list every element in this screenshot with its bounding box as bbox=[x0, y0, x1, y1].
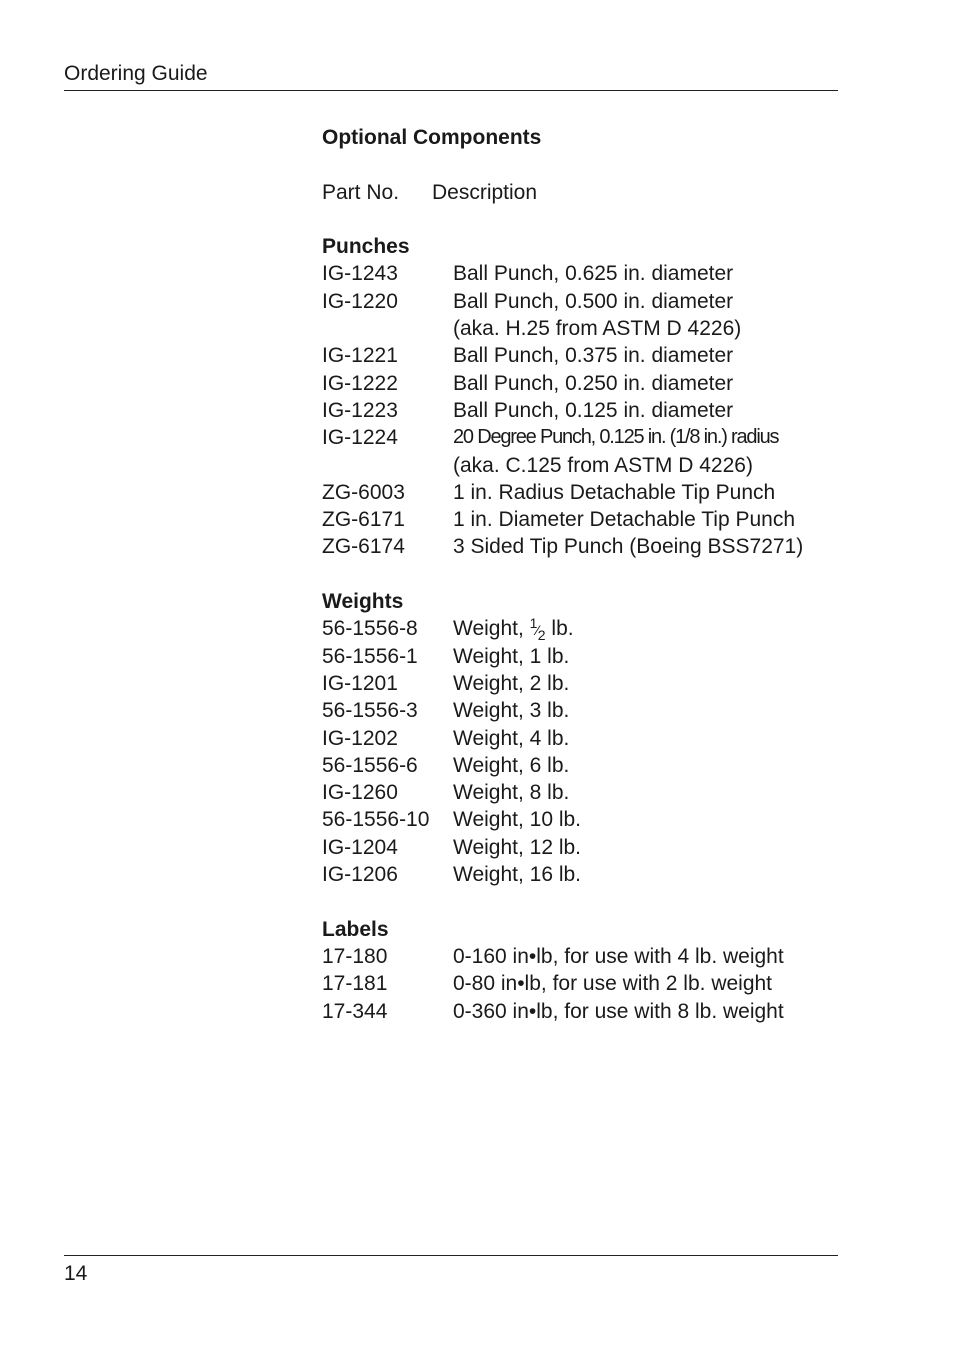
page-number: 14 bbox=[64, 1262, 88, 1285]
part-number: IG-1221 bbox=[322, 344, 398, 368]
column-header-part: Part No. bbox=[322, 180, 400, 204]
punches-heading: Punches bbox=[322, 235, 410, 259]
fraction-slash: ⁄ bbox=[536, 622, 539, 639]
weights-list bbox=[322, 615, 842, 888]
part-description: Ball Punch, 0.500 in. diameter bbox=[453, 289, 734, 313]
part-number: 17-344 bbox=[322, 999, 388, 1023]
list-item bbox=[322, 424, 842, 451]
list-item bbox=[322, 861, 842, 888]
part-number bbox=[322, 315, 453, 342]
part-description: Weight, 1 lb. bbox=[453, 644, 570, 668]
list-item bbox=[322, 260, 842, 287]
part-number: ZG-6174 bbox=[322, 535, 405, 559]
part-number: IG-1202 bbox=[322, 726, 398, 750]
part-number: 56-1556-6 bbox=[322, 753, 418, 777]
list-item bbox=[322, 779, 842, 806]
fraction-numerator: 1 bbox=[529, 615, 538, 632]
part-description: 0-360 in•lb, for use with 8 lb. weight bbox=[453, 999, 784, 1023]
spacer bbox=[322, 151, 842, 178]
part-description: 0-160 in•lb, for use with 4 lb. weight bbox=[453, 944, 784, 968]
part-number: 56-1556-8 bbox=[322, 617, 418, 641]
list-item bbox=[322, 452, 842, 479]
part-number bbox=[322, 452, 453, 479]
part-number: IG-1201 bbox=[322, 671, 398, 695]
list-item bbox=[322, 533, 842, 560]
part-number: IG-1260 bbox=[322, 781, 398, 805]
part-number: 56-1556-10 bbox=[322, 808, 430, 832]
list-item bbox=[322, 697, 842, 724]
part-description: 1 in. Radius Detachable Tip Punch bbox=[453, 480, 776, 504]
part-number: 17-181 bbox=[322, 972, 388, 996]
part-description: (aka. C.125 from ASTM D 4226) bbox=[453, 453, 753, 477]
spacer bbox=[322, 206, 842, 233]
list-item bbox=[322, 315, 842, 342]
part-description: 3 Sided Tip Punch (Boeing BSS7271) bbox=[453, 535, 804, 559]
part-description: 0-80 in•lb, for use with 2 lb. weight bbox=[453, 972, 773, 996]
part-description: Weight, 8 lb. bbox=[453, 781, 570, 805]
part-number: IG-1204 bbox=[322, 835, 398, 859]
part-description: (aka. H.25 from ASTM D 4226) bbox=[453, 317, 742, 341]
fraction-denominator: 2 bbox=[537, 627, 546, 644]
part-number: 17-180 bbox=[322, 944, 388, 968]
weights-heading: Weights bbox=[322, 590, 404, 614]
desc-suffix: lb. bbox=[545, 617, 574, 641]
part-description: Weight, 4 lb. bbox=[453, 726, 570, 750]
list-item bbox=[322, 752, 842, 779]
running-header: Ordering Guide bbox=[64, 62, 208, 85]
part-description: Weight, 16 lb. bbox=[453, 863, 582, 887]
part-number: 56-1556-3 bbox=[322, 699, 418, 723]
list-item bbox=[322, 970, 842, 997]
punches-list bbox=[322, 260, 842, 560]
list-item bbox=[322, 370, 842, 397]
part-number: IG-1223 bbox=[322, 398, 398, 422]
part-description: Weight, 6 lb. bbox=[453, 753, 570, 777]
list-item bbox=[322, 342, 842, 369]
list-item bbox=[322, 998, 842, 1025]
part-description: 20 Degree Punch, 0.125 in. (1/8 in.) radius bbox=[453, 426, 779, 449]
part-description: Ball Punch, 0.125 in. diameter bbox=[453, 398, 734, 422]
part-number: ZG-6003 bbox=[322, 480, 405, 504]
list-item bbox=[322, 506, 842, 533]
list-item bbox=[322, 615, 842, 642]
part-number: IG-1206 bbox=[322, 863, 398, 887]
part-number: IG-1224 bbox=[322, 426, 398, 450]
part-number: IG-1243 bbox=[322, 262, 398, 286]
optional-components-section bbox=[322, 124, 842, 1025]
part-description bbox=[453, 615, 574, 642]
part-description: Weight, 12 lb. bbox=[453, 835, 582, 859]
list-item bbox=[322, 806, 842, 833]
part-description: Weight, 2 lb. bbox=[453, 671, 570, 695]
list-item bbox=[322, 834, 842, 861]
part-description: Weight, 3 lb. bbox=[453, 699, 570, 723]
spacer bbox=[322, 888, 842, 915]
column-headers bbox=[322, 179, 842, 206]
part-number: ZG-6171 bbox=[322, 508, 405, 532]
header-rule bbox=[64, 90, 838, 91]
column-header-description: Description bbox=[432, 180, 538, 204]
section-title: Optional Components bbox=[322, 126, 542, 149]
part-number: IG-1220 bbox=[322, 289, 398, 313]
part-description: Ball Punch, 0.250 in. diameter bbox=[453, 371, 734, 395]
list-item bbox=[322, 288, 842, 315]
labels-list bbox=[322, 943, 842, 1025]
footer-rule bbox=[64, 1255, 838, 1256]
part-description: 1 in. Diameter Detachable Tip Punch bbox=[453, 508, 796, 532]
part-description: Ball Punch, 0.375 in. diameter bbox=[453, 344, 734, 368]
part-number: 56-1556-1 bbox=[322, 644, 418, 668]
list-item bbox=[322, 670, 842, 697]
list-item bbox=[322, 397, 842, 424]
part-description: Weight, 10 lb. bbox=[453, 808, 582, 832]
list-item bbox=[322, 943, 842, 970]
spacer bbox=[322, 561, 842, 588]
list-item bbox=[322, 479, 842, 506]
labels-heading: Labels bbox=[322, 917, 389, 941]
fraction bbox=[529, 615, 546, 644]
list-item bbox=[322, 725, 842, 752]
part-number: IG-1222 bbox=[322, 371, 398, 395]
desc-prefix: Weight, bbox=[453, 617, 530, 641]
part-description: Ball Punch, 0.625 in. diameter bbox=[453, 262, 734, 286]
list-item bbox=[322, 643, 842, 670]
